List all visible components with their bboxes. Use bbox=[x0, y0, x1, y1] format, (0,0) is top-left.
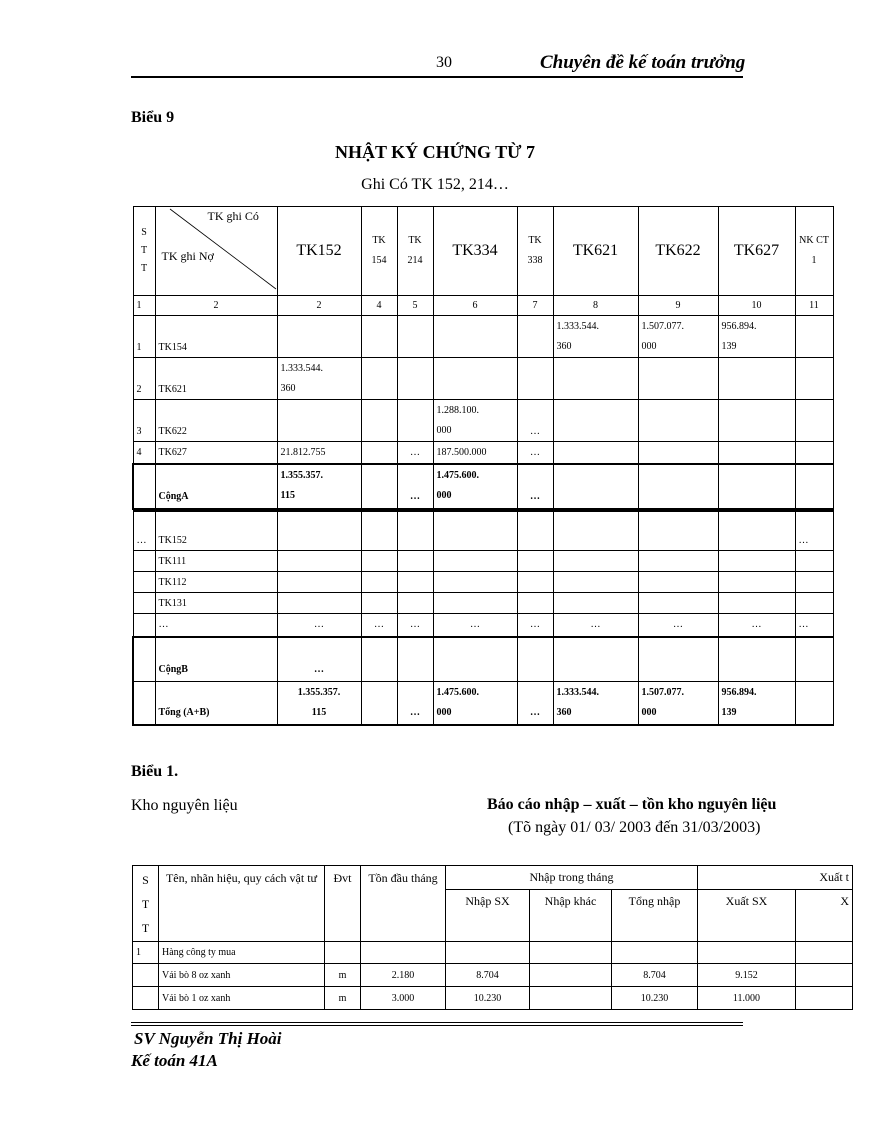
tk621-cell bbox=[553, 572, 638, 593]
num-cell: 11 bbox=[795, 296, 833, 316]
item-name-cell: Vải bò 1 oz xanh bbox=[159, 987, 325, 1010]
table-row bbox=[133, 511, 833, 551]
import-total-header: Tổng nhập bbox=[612, 890, 698, 942]
tk334-cell bbox=[433, 316, 517, 358]
tk334-cell: 1.475.600. 000 bbox=[433, 464, 517, 509]
item-name-cell: Hàng công ty mua bbox=[159, 942, 325, 964]
table-row bbox=[133, 942, 853, 964]
account-cell: TK152 bbox=[155, 511, 277, 551]
account-cell: TK112 bbox=[155, 572, 277, 593]
import-total-cell: 8.704 bbox=[612, 964, 698, 987]
nkct1-cell bbox=[795, 358, 833, 400]
stt-header: S T T bbox=[133, 866, 159, 942]
account-cell: TK627 bbox=[155, 442, 277, 464]
account-cell: … bbox=[155, 614, 277, 637]
import-header: Nhập trong tháng bbox=[446, 866, 698, 890]
tk622-cell: … bbox=[638, 614, 718, 637]
tk627-cell bbox=[718, 400, 795, 442]
tk152-cell: 1.355.357. 115 bbox=[277, 682, 361, 725]
tk152-cell bbox=[277, 400, 361, 442]
unit-cell: m bbox=[325, 964, 361, 987]
tk621-cell: 1.333.544. 360 bbox=[553, 316, 638, 358]
header-rule bbox=[131, 76, 743, 78]
unit-header: Đvt bbox=[325, 866, 361, 942]
num-cell: 7 bbox=[517, 296, 553, 316]
account-cell: TK622 bbox=[155, 400, 277, 442]
tk-ghi-co-label: TK ghi Có bbox=[207, 209, 259, 223]
tk622-cell bbox=[638, 572, 718, 593]
header-row bbox=[133, 866, 853, 890]
tk621-cell: … bbox=[553, 614, 638, 637]
col-tk621: TK621 bbox=[553, 207, 638, 296]
tk622-cell bbox=[638, 511, 718, 551]
tk334-cell: 187.500.000 bbox=[433, 442, 517, 464]
table-row bbox=[133, 316, 833, 358]
footer-rule bbox=[131, 1022, 743, 1023]
tk622-cell bbox=[638, 358, 718, 400]
nkct1-cell bbox=[795, 637, 833, 682]
opening-cell: 2.180 bbox=[361, 964, 446, 987]
tk627-cell: 956.894. 139 bbox=[718, 316, 795, 358]
tk-ghi-no-label: TK ghi Nợ bbox=[161, 249, 214, 263]
stt-cell bbox=[133, 551, 155, 572]
num-cell: 9 bbox=[638, 296, 718, 316]
col-nkct1: NK CT 1 bbox=[795, 207, 833, 296]
tk334-cell: … bbox=[433, 614, 517, 637]
import-total-cell: 10.230 bbox=[612, 987, 698, 1010]
num-cell: 4 bbox=[361, 296, 397, 316]
col-tk334: TK334 bbox=[433, 207, 517, 296]
account-cell: TK621 bbox=[155, 358, 277, 400]
import-other-header: Nhập khác bbox=[530, 890, 612, 942]
tk214-cell bbox=[397, 593, 433, 614]
item-name-cell: Vải bò 8 oz xanh bbox=[159, 964, 325, 987]
tk622-cell: 1.507.077. 000 bbox=[638, 682, 718, 725]
tk214-cell: … bbox=[397, 682, 433, 725]
tk338-cell: … bbox=[517, 442, 553, 464]
tk621-cell bbox=[553, 400, 638, 442]
page-number: 30 bbox=[436, 54, 452, 71]
tk214-cell: … bbox=[397, 464, 433, 509]
tk338-cell bbox=[517, 358, 553, 400]
tk154-cell bbox=[361, 593, 397, 614]
account-cell: TK111 bbox=[155, 551, 277, 572]
import-total-cell bbox=[612, 942, 698, 964]
import-other-cell bbox=[530, 987, 612, 1010]
num-cell: 1 bbox=[133, 296, 155, 316]
export-header: Xuất t bbox=[698, 866, 853, 890]
student-name: SV Nguyễn Thị Hoài bbox=[134, 1029, 282, 1048]
num-cell: 2 bbox=[155, 296, 277, 316]
column-number-row bbox=[133, 296, 833, 316]
stt-header: S T T bbox=[133, 207, 155, 296]
tk621-cell bbox=[553, 464, 638, 509]
tk338-cell: … bbox=[517, 464, 553, 509]
stt-cell bbox=[133, 987, 159, 1010]
tk154-cell bbox=[361, 572, 397, 593]
nkct1-cell bbox=[795, 682, 833, 725]
table-row bbox=[133, 964, 853, 987]
unit-cell: m bbox=[325, 987, 361, 1010]
tk154-cell bbox=[361, 551, 397, 572]
tk334-cell bbox=[433, 358, 517, 400]
table-row bbox=[133, 593, 833, 614]
bieu9-subtitle: Ghi Có TK 152, 214… bbox=[361, 176, 509, 193]
tk622-cell bbox=[638, 593, 718, 614]
tk621-cell bbox=[553, 551, 638, 572]
num-cell: 8 bbox=[553, 296, 638, 316]
opening-cell: 3.000 bbox=[361, 987, 446, 1010]
tk621-cell bbox=[553, 637, 638, 682]
tk334-cell: 1.288.100. 000 bbox=[433, 400, 517, 442]
tk152-cell bbox=[277, 593, 361, 614]
tk214-cell bbox=[397, 572, 433, 593]
opening-cell bbox=[361, 942, 446, 964]
tk338-cell bbox=[517, 316, 553, 358]
tk621-cell bbox=[553, 442, 638, 464]
export-x-cell bbox=[796, 987, 853, 1010]
tk622-cell bbox=[638, 551, 718, 572]
tk334-cell bbox=[433, 593, 517, 614]
stt-cell bbox=[133, 682, 155, 725]
table-row bbox=[133, 400, 833, 442]
stt-cell bbox=[133, 593, 155, 614]
stt-cell: … bbox=[133, 511, 155, 551]
tk154-cell bbox=[361, 400, 397, 442]
num-cell: 5 bbox=[397, 296, 433, 316]
tk152-cell bbox=[277, 511, 361, 551]
export-x-cell bbox=[796, 942, 853, 964]
tk627-cell bbox=[718, 511, 795, 551]
tk214-cell bbox=[397, 551, 433, 572]
tk622-cell bbox=[638, 442, 718, 464]
stt-cell: 3 bbox=[133, 400, 155, 442]
document-title: Chuyên đề kế toán trưởng bbox=[540, 52, 746, 73]
export-sx-cell bbox=[698, 942, 796, 964]
export-sx-cell: 11.000 bbox=[698, 987, 796, 1010]
col-tk627: TK627 bbox=[718, 207, 795, 296]
account-cell: CộngA bbox=[155, 464, 277, 509]
tk621-cell bbox=[553, 593, 638, 614]
report-title: Báo cáo nhập – xuất – tồn kho nguyên liệu bbox=[487, 796, 777, 813]
export-x-cell bbox=[796, 964, 853, 987]
diagonal-header-cell bbox=[155, 207, 277, 296]
import-sx-header: Nhập SX bbox=[446, 890, 530, 942]
report-period: (Tõ ngày 01/ 03/ 2003 đến 31/03/2003) bbox=[508, 819, 761, 836]
tk627-cell bbox=[718, 442, 795, 464]
total-row bbox=[133, 682, 833, 725]
nkct1-cell bbox=[795, 551, 833, 572]
table-row bbox=[133, 551, 833, 572]
bieu9-title: NHẬT KÝ CHỨNG TỪ 7 bbox=[334, 142, 535, 162]
num-cell: 6 bbox=[433, 296, 517, 316]
tk338-cell bbox=[517, 572, 553, 593]
num-cell: 10 bbox=[718, 296, 795, 316]
subtotal-a-row bbox=[133, 464, 833, 509]
tk154-cell bbox=[361, 358, 397, 400]
table-row bbox=[133, 442, 833, 464]
tk154-cell bbox=[361, 316, 397, 358]
import-other-cell bbox=[530, 942, 612, 964]
tk214-cell bbox=[397, 637, 433, 682]
tk334-cell bbox=[433, 511, 517, 551]
stt-cell bbox=[133, 964, 159, 987]
import-sx-cell: 8.704 bbox=[446, 964, 530, 987]
tk627-cell: 956.894. 139 bbox=[718, 682, 795, 725]
col-tk338: TK 338 bbox=[517, 207, 553, 296]
tk338-cell bbox=[517, 551, 553, 572]
tk334-cell bbox=[433, 572, 517, 593]
stt-cell bbox=[133, 637, 155, 682]
export-sx-header: Xuất SX bbox=[698, 890, 796, 942]
import-other-cell bbox=[530, 964, 612, 987]
table-row bbox=[133, 572, 833, 593]
stt-cell bbox=[133, 572, 155, 593]
tk214-cell: … bbox=[397, 442, 433, 464]
col-tk622: TK622 bbox=[638, 207, 718, 296]
tk627-cell bbox=[718, 637, 795, 682]
table-row bbox=[133, 358, 833, 400]
tk214-cell bbox=[397, 511, 433, 551]
tk338-cell bbox=[517, 511, 553, 551]
tk154-cell bbox=[361, 464, 397, 509]
tk214-cell bbox=[397, 400, 433, 442]
col-tk152: TK152 bbox=[277, 207, 361, 296]
nkct1-cell bbox=[795, 442, 833, 464]
export-sx-cell: 9.152 bbox=[698, 964, 796, 987]
nkct1-cell bbox=[795, 593, 833, 614]
nkct1-cell: … bbox=[795, 614, 833, 637]
bieu1-label: Biểu 1. bbox=[131, 763, 179, 780]
tk338-cell: … bbox=[517, 682, 553, 725]
stt-cell bbox=[133, 464, 155, 509]
tk152-cell bbox=[277, 551, 361, 572]
stt-cell: 4 bbox=[133, 442, 155, 464]
tk338-cell: … bbox=[517, 614, 553, 637]
footer-rule bbox=[131, 1025, 743, 1026]
student-class: Kế toán 41A bbox=[131, 1051, 218, 1070]
account-cell: TK131 bbox=[155, 593, 277, 614]
tk214-cell: … bbox=[397, 614, 433, 637]
tk627-cell bbox=[718, 572, 795, 593]
import-sx-cell bbox=[446, 942, 530, 964]
unit-cell bbox=[325, 942, 361, 964]
table-row bbox=[133, 987, 853, 1010]
tk622-cell: 1.507.077. 000 bbox=[638, 316, 718, 358]
tk152-cell bbox=[277, 316, 361, 358]
tk622-cell bbox=[638, 400, 718, 442]
col-tk154: TK 154 bbox=[361, 207, 397, 296]
tk152-cell: 1.355.357. 115 bbox=[277, 464, 361, 509]
stt-cell: 2 bbox=[133, 358, 155, 400]
tk152-cell: 1.333.544. 360 bbox=[277, 358, 361, 400]
tk154-cell: … bbox=[361, 614, 397, 637]
inventory-table bbox=[132, 865, 853, 1010]
account-cell: TK154 bbox=[155, 316, 277, 358]
subtotal-b-row bbox=[133, 637, 833, 682]
tk627-cell bbox=[718, 593, 795, 614]
account-cell: CộngB bbox=[155, 637, 277, 682]
nkct1-cell bbox=[795, 572, 833, 593]
stt-cell bbox=[133, 614, 155, 637]
tk154-cell bbox=[361, 442, 397, 464]
tk627-cell bbox=[718, 464, 795, 509]
col-tk214: TK 214 bbox=[397, 207, 433, 296]
tk152-cell: … bbox=[277, 614, 361, 637]
table-row bbox=[133, 614, 833, 637]
tk152-cell bbox=[277, 572, 361, 593]
tk621-cell: 1.333.544. 360 bbox=[553, 682, 638, 725]
tk622-cell bbox=[638, 464, 718, 509]
tk621-cell bbox=[553, 511, 638, 551]
tk152-cell: 21.812.755 bbox=[277, 442, 361, 464]
tk627-cell: … bbox=[718, 614, 795, 637]
tk338-cell bbox=[517, 593, 553, 614]
tk627-cell bbox=[718, 358, 795, 400]
tk622-cell bbox=[638, 637, 718, 682]
stt-cell: 1 bbox=[133, 942, 159, 964]
bieu9-label: Biểu 9 bbox=[131, 109, 175, 126]
tk334-cell bbox=[433, 551, 517, 572]
warehouse-label: Kho nguyên liệu bbox=[131, 797, 238, 814]
name-header: Tên, nhãn hiệu, quy cách vật tư bbox=[159, 866, 325, 942]
opening-header: Tồn đầu tháng bbox=[361, 866, 446, 942]
stt-cell: 1 bbox=[133, 316, 155, 358]
nkct1-cell: … bbox=[795, 511, 833, 551]
tk214-cell bbox=[397, 358, 433, 400]
nkct1-cell bbox=[795, 316, 833, 358]
tk214-cell bbox=[397, 316, 433, 358]
tk154-cell bbox=[361, 511, 397, 551]
nkct1-cell bbox=[795, 400, 833, 442]
export-x-header: X bbox=[796, 890, 853, 942]
nkct1-cell bbox=[795, 464, 833, 509]
tk154-cell bbox=[361, 637, 397, 682]
tk627-cell bbox=[718, 551, 795, 572]
tk338-cell: … bbox=[517, 400, 553, 442]
journal-table bbox=[132, 206, 834, 726]
tk334-cell: 1.475.600. 000 bbox=[433, 682, 517, 725]
tk152-cell: … bbox=[277, 637, 361, 682]
tk334-cell bbox=[433, 637, 517, 682]
tk621-cell bbox=[553, 358, 638, 400]
tk338-cell bbox=[517, 637, 553, 682]
import-sx-cell: 10.230 bbox=[446, 987, 530, 1010]
account-cell: Tổng (A+B) bbox=[155, 682, 277, 725]
tk154-cell bbox=[361, 682, 397, 725]
header-row bbox=[133, 207, 833, 296]
num-cell: 2 bbox=[277, 296, 361, 316]
